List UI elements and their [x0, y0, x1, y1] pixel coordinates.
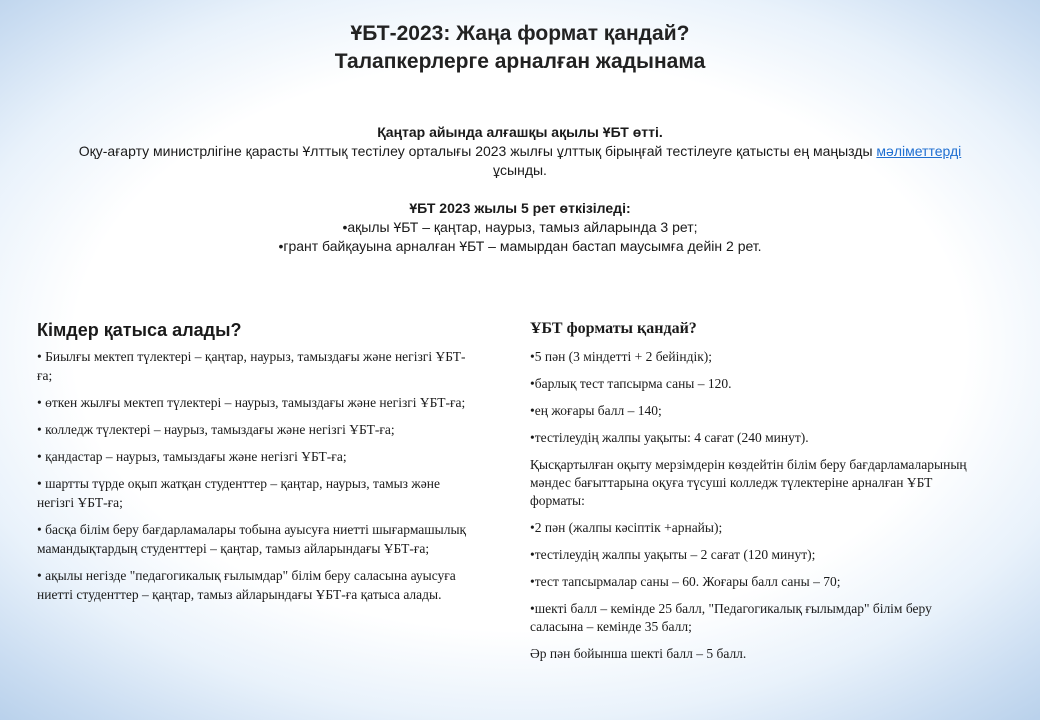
title-line-2: Талапкерлерге арналған жадынама [334, 50, 706, 73]
page-title [0, 20, 1040, 76]
eligibility-section [37, 320, 477, 612]
schedule-bullet-grant: •грант байқауына арналған ҰБТ – мамырдан бастап маусымға дейін 2 рет. [278, 238, 762, 254]
format-item: •шекті балл – кемінде 25 балл, "Педагогикалық ғылымдар" білім беру саласына – кемінде 35 балл; [530, 601, 932, 634]
format-paragraph: Қысқартылған оқыту мерзімдерін көздейтін білім беру бағдарламаларының мәндес бағыттарына оқуға түсуші колледж түлектеріне арналған ҰБТ форматы: [530, 457, 967, 508]
format-item: Әр пән бойынша шекті балл – 5 балл. [530, 646, 747, 661]
schedule-heading: ҰБТ 2023 жылы 5 рет өткізіледі: [409, 200, 631, 216]
format-section [530, 320, 980, 672]
eligibility-item: • колледж түлектері – наурыз, тамыздағы және негізгі ҰБТ-ға; [37, 422, 395, 437]
intro-text-end: ұсынды. [493, 162, 547, 178]
format-item: •тестілеудің жалпы уақыты – 2 сағат (120 минут); [530, 547, 816, 562]
intro-text: Оқу-ағарту министрлігіне қарасты Ұлттық тестілеу орталығы 2023 жылғы ұлттық бірыңғай тестілеуге қатысты ең маңызды [78, 143, 873, 159]
schedule-bullet-paid: •ақылы ҰБТ – қаңтар, наурыз, тамыз айларында 3 рет; [342, 219, 698, 235]
title-line-1: ҰБТ-2023: Жаңа формат қандай? [350, 22, 690, 45]
eligibility-heading: Кімдер қатыса алады? [37, 320, 242, 340]
details-link[interactable]: мәліметтерді [876, 143, 962, 159]
eligibility-item: • басқа білім беру бағдарламалары тобына ауысуға ниетті шығармашылық мамандықтардың студенттері – қаңтар, тамыз айларындағы ҰБТ-ға; [37, 522, 467, 556]
intro-section [60, 123, 980, 256]
eligibility-item: • Биылғы мектеп түлектері – қаңтар, наурыз, тамыздағы және негізгі ҰБТ-ға; [37, 349, 466, 383]
format-item: •2 пән (жалпы кәсіптік +арнайы); [530, 520, 723, 535]
eligibility-item: • өткен жылғы мектеп түлектері – наурыз, тамыздағы және негізгі ҰБТ-ға; [37, 395, 466, 410]
format-item: •ең жоғары балл – 140; [530, 403, 662, 418]
eligibility-item: • ақылы негізде "педагогикалық ғылымдар" білім беру саласына ауысуға ниетті студенттер – қаңтар, тамыз айларындағы ҰБТ-ға қатыса алады. [37, 568, 456, 602]
eligibility-item: • шартты түрде оқып жатқан студенттер – қаңтар, наурыз, тамыз және негізгі ҰБТ-ға; [37, 476, 440, 510]
intro-paragraph [60, 142, 980, 180]
format-item: •5 пән (3 міндетті + 2 бейіндік); [530, 349, 713, 364]
spacer [60, 180, 980, 199]
eligibility-item: • қандастар – наурыз, тамыздағы және негізгі ҰБТ-ға; [37, 449, 347, 464]
format-item: •тест тапсырмалар саны – 60. Жоғары балл саны – 70; [530, 574, 841, 589]
intro-heading: Қаңтар айында алғашқы ақылы ҰБТ өтті. [377, 124, 663, 140]
format-heading: ҰБТ форматы қандай? [530, 320, 697, 337]
format-item: •барлық тест тапсырма саны – 120. [530, 376, 732, 391]
format-item: •тестілеудің жалпы уақыты: 4 сағат (240 минут). [530, 430, 809, 445]
